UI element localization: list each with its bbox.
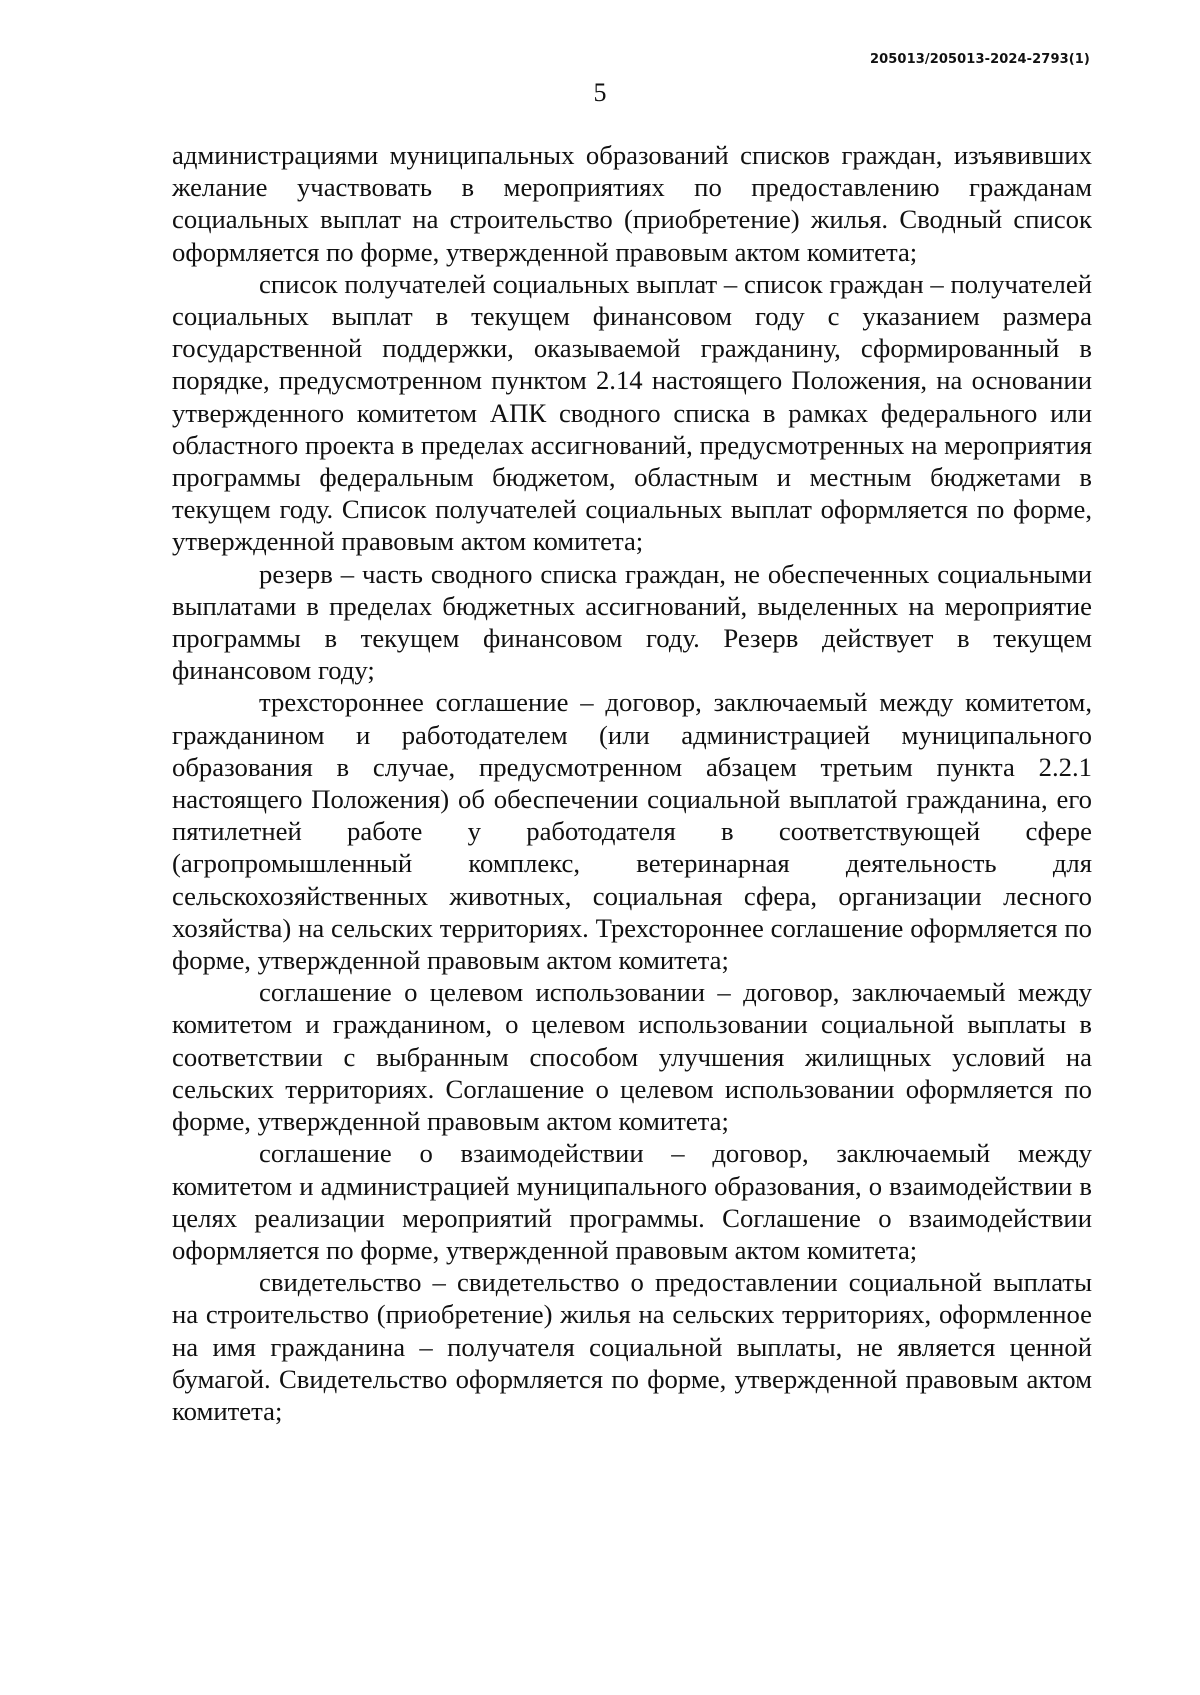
paragraph-certificate: свидетельство – свидетельство о предоставлении социальной выплаты на строительство (приобретение) жилья на сельских территориях, оформленное на имя гражданина – получателя социальной выплаты, не является ценной бумагой. Свидетельство оформляется по форме, утвержденной правовым актом комитета; <box>172 1267 1092 1426</box>
paragraph-summary-list-continuation: администрациями муниципальных образований списков граждан, изъявивших желание участвовать в мероприятиях по предоставлению гражданам социальных выплат на строительство (приобретение) жилья. Сводный список оформляется по форме, утвержденной правовым актом комитета; <box>172 140 1092 267</box>
page-number: 5 <box>593 78 607 107</box>
paragraph-interaction-agreement: соглашение о взаимодействии – договор, заключаемый между комитетом и администрацией муниципального образования, о взаимодействии в целях реализации мероприятий программы. Соглашение о взаимодействии оформляется по форме, утвержденной правовым актом комитета; <box>172 1138 1092 1265</box>
document-registration-number: 205013/205013-2024-2793(1) <box>870 52 1090 67</box>
paragraph-tripartite-agreement: трехстороннее соглашение – договор, заключаемый между комитетом, гражданином и работодателем (или администрацией муниципального образования в случае, предусмотренном абзацем третьим пункта 2.2.1 настоящего Положения) об обеспечении социальной выплатой гражданина, его пятилетней работе у работодателя в соответствующей сфере (агропромышленный комплекс, ветеринарная деятельность для сельскохозяйственных животных, социальная сфера, организации лесного хозяйства) на сельских территориях. Трехстороннее соглашение оформляется по форме, утвержденной правовым актом комитета; <box>172 687 1092 976</box>
paragraph-reserve: резерв – часть сводного списка граждан, не обеспеченных социальными выплатами в пределах бюджетных ассигнований, выделенных на мероприятие программы в текущем финансовом году. Резерв действует в текущем финансовом году; <box>172 558 1092 686</box>
document-body <box>172 139 1092 1427</box>
paragraph-recipients-list: список получателей социальных выплат – список граждан – получателей социальных выплат в текущем финансовом году с указанием размера государственной поддержки, оказываемой гражданину, сформированный в порядке, предусмотренном пунктом 2.14 настоящего Положения, на основании утвержденного комитетом АПК сводного списка в рамках федерального или областного проекта в пределах ассигнований, предусмотренных на мероприятия программы федеральным бюджетом, областным и местным бюджетами в текущем году. Список получателей социальных выплат оформляется по форме, утвержденной правовым актом комитета; <box>172 268 1092 557</box>
paragraph-targeted-use-agreement: соглашение о целевом использовании – договор, заключаемый между комитетом и гражданином, о целевом использовании социальной выплаты в соответствии с выбранным способом улучшения жилищных условий на сельских территориях. Соглашение о целевом использовании оформляется по форме, утвержденной правовым актом комитета; <box>172 977 1092 1137</box>
